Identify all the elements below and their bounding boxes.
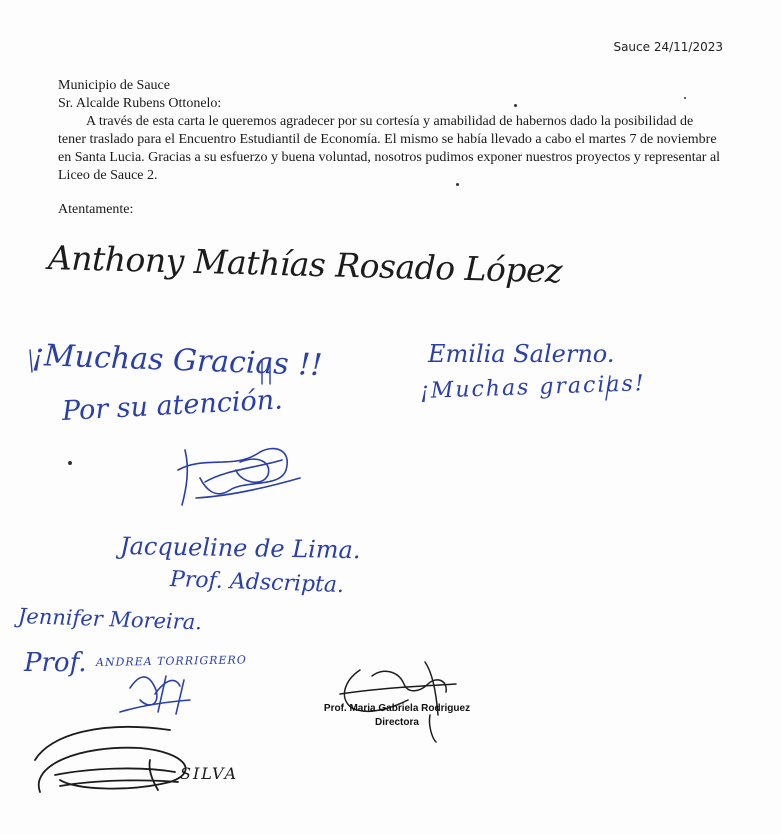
letter-date: Sauce 24/11/2023 [613,40,723,54]
scan-speck [684,97,686,99]
adscripta-role: Prof. Adscripta. [169,567,345,599]
silva-signature-loops [35,727,186,792]
student-2-name: Emilia Salerno. [428,340,615,368]
teacher-1-name: Jennifer Moreira. [17,604,203,635]
teacher-2-name: ANDREA TORRIGRERO [95,653,247,669]
letter-body-block [58,77,723,185]
letter-recipient: Municipio de Sauce [58,78,170,93]
scan-speck [68,461,72,465]
scan-speck [456,183,459,186]
thanks-note-line-1: ¡Muchas Gracias !! [31,338,323,384]
teacher-2-prefix: Prof. [24,648,87,678]
scan-speck [514,104,517,107]
letter-body-text: A través de esta carta le queremos agradecer por su cortesía y amabilidad de habernos dado la posibilidad de tener traslado para el Encuentro Estudiantil de Economía. El mismo se había llevado a cabo el martes 7 de noviembre en Santa Lucia. Gracias a su esfuerzo y buena voluntad, nosotros pudimos exponer nuestros proyectos y representar al Liceo de Sauce 2. [58,114,721,183]
jacqueline-signature-scribble [178,449,300,505]
directora-signature-block [322,702,472,730]
thanks-note-line-2: Por su atención. [61,384,284,427]
directora-role: Directora [375,717,419,728]
letter-salutation: Sr. Alcalde Rubens Ottonelo: [58,96,222,111]
andrea-signature-scribble [120,676,190,714]
letter-closing: Atentamente: [58,202,134,217]
student-signature-name: Anthony Mathías Rosado López [47,238,563,291]
teacher-3-name: SILVA [180,764,239,783]
adscripta-name: Jacqueline de Lima. [119,532,361,565]
directora-name: Prof. Maria Gabriela Rodriguez [323,703,471,714]
student-2-thanks: ¡Muchas gracias! [419,371,647,404]
